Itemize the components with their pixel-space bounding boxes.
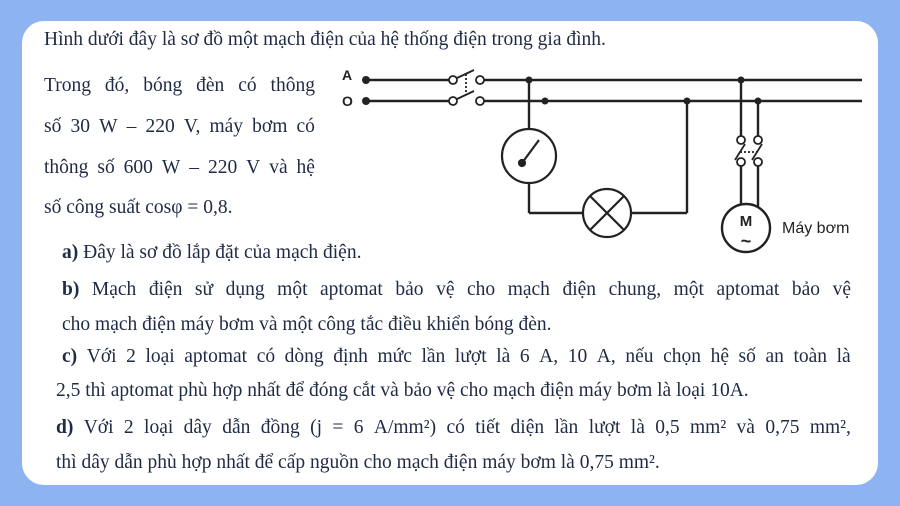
word: an [765,346,784,367]
word: 0,75 [765,417,800,438]
word: thông [270,75,315,96]
light-switch-icon [502,129,556,183]
word: V [246,157,261,178]
word: 10 [567,346,588,367]
word: đồng [260,417,300,438]
word: 220 [207,157,238,178]
word: V, [183,116,201,137]
word: nếu [625,346,654,367]
word: A/mm²) [373,417,437,438]
word: lượt [454,346,487,367]
word: hệ [296,157,315,178]
word: và [736,417,755,438]
motor-ac-symbol: ~ [740,231,752,251]
word: W [161,157,181,178]
word: Mạch [91,279,137,300]
word: bơm [252,116,288,137]
word: chọn [663,346,701,367]
word: lần [421,346,446,367]
word: aptomat [716,279,780,300]
statement-d-line-2: thì dây dẫn phù hợp nhất để cấp nguồn cho mạch điện máy bơm là 0,75 mm². [56,452,660,473]
word: số [97,157,115,178]
word: bóng [143,75,183,96]
word: bảo [791,279,821,300]
word: A, [596,346,616,367]
word: Với [86,346,117,367]
word: điện [148,279,183,300]
main-circuit-breaker-icon [449,70,484,105]
word: số công suất cosφ = 0,8. [44,197,233,218]
word: chung, [608,279,662,300]
statement-c-line-1 [62,345,851,369]
word: định [333,346,368,367]
word: mức [377,346,412,367]
word: dây [183,417,212,438]
word: Với [83,417,114,438]
word: diện [510,417,545,438]
word: = [332,417,344,438]
statement-b-letter: b) [62,279,80,300]
word: tiết [475,417,501,438]
word: số [44,116,62,137]
lamp-icon [583,189,631,237]
word: điện [562,279,597,300]
statement-b-line-2: cho mạch điện máy bơm và một công tắc điều khiển bóng đèn. [62,314,552,335]
word: một [277,279,308,300]
word: 30 [70,116,90,137]
word: 6 [519,346,530,367]
spec-line-2 [44,115,315,139]
pump-circuit-breaker-icon [735,136,762,166]
word: aptomat [320,279,383,300]
word: Trong [44,75,91,96]
word: có [296,116,315,137]
word: mm², [809,417,851,438]
word: 6 [353,417,364,438]
statement-a-text: Đây là sơ đồ lắp đặt của mạch điện. [78,242,362,263]
word: 600 [123,157,153,178]
word: – [126,116,137,137]
word: 2 [123,417,134,438]
terminal-o-label: O [342,93,353,109]
word: đó, [104,75,130,96]
spec-line-1 [44,74,315,98]
motor-letter: M [739,213,753,230]
word: lần [554,417,579,438]
word: và [269,157,288,178]
word: W [99,116,118,137]
spec-line-3 [44,156,315,180]
word: có [446,417,465,438]
word: loại [144,417,174,438]
statement-a [62,241,361,265]
word: mạch [507,279,550,300]
word: máy [209,116,244,137]
word: – [189,157,199,178]
word: là [630,417,645,438]
word: dòng [284,346,324,367]
word: đèn [196,75,225,96]
word: aptomat [184,346,248,367]
pump-label: Máy bơm [782,220,850,237]
word: có [256,346,276,367]
word: có [238,75,257,96]
word: dẫn [222,417,251,438]
word: cho [467,279,496,300]
word: là [496,346,511,367]
intro-text: Hình dưới đây là sơ đồ một mạch điện của hệ thống điện trong gia đình. [44,29,606,50]
word: 0,5 [655,417,680,438]
word: loại [145,346,175,367]
word: (j [310,417,323,438]
word: hệ [710,346,729,367]
statement-b-line-1 [62,278,851,302]
statement-d-line-1 [56,416,851,440]
word: một [673,279,704,300]
word: thông [44,157,89,178]
word: 2 [126,346,136,367]
word: vệ [832,279,851,300]
terminal-a-label: A [342,67,353,83]
word: mm² [689,417,727,438]
statement-c-letter: c) [62,346,78,367]
word: số [738,346,756,367]
word: dụng [225,279,265,300]
word: A, [539,346,559,367]
pump-motor-icon [722,204,770,252]
word: là [836,346,851,367]
word: sử [194,279,214,300]
spec-line-4 [44,196,233,220]
word: bảo [395,279,424,300]
word: lượt [588,417,621,438]
word: 220 [145,116,175,137]
word: vệ [436,279,455,300]
statement-a-letter: a) [62,242,79,263]
word: toàn [793,346,828,367]
circuit-diagram [330,60,870,260]
statement-d-letter: d) [56,417,74,438]
statement-c-line-2: 2,5 thì aptomat phù hợp nhất để đóng cắt và bảo vệ cho mạch điện máy bơm là loại 10A. [56,380,749,401]
